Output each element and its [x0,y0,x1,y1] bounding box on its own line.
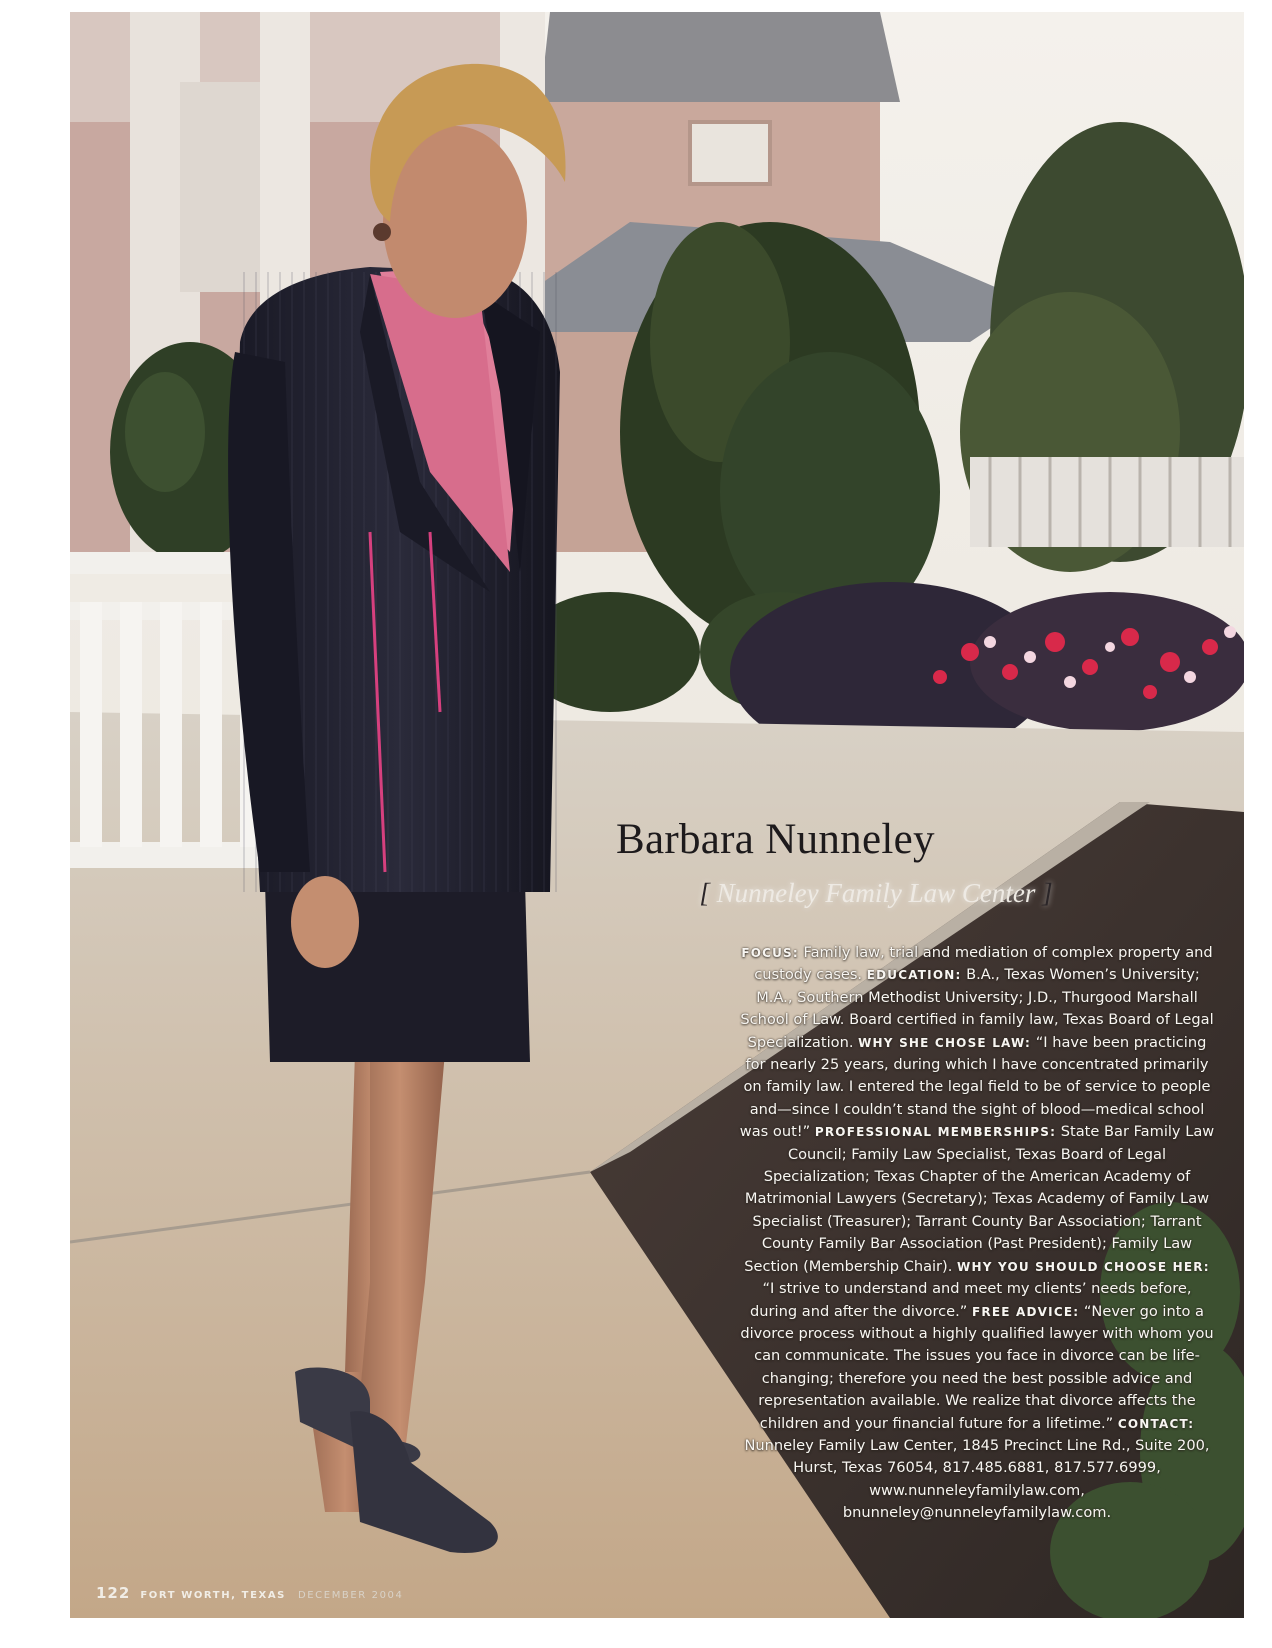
memberships-label: PROFESSIONAL MEMBERSHIPS: [814,1125,1057,1140]
page-number: 122 [96,1584,131,1602]
contact-label: CONTACT: [1117,1416,1195,1431]
why-choose-text: “I strive to understand and meet my clients’ needs before, during and after the divorce.” [750,1280,1192,1320]
education-label: EDUCATION: [866,968,962,983]
free-advice-text: “Never go into a divorce process without a highly qualified lawyer with whom you can communicate. The issues you face in divorce can be life-changing; therefore you need the best possible advice and representation available. We realize that divorce affects the children and your financial future for a lifetime.” [740,1302,1214,1432]
firm-name: Nunneley Family Law Center [716,878,1036,908]
right-bracket: ] [1035,878,1053,908]
focus-label: FOCUS: [741,946,799,960]
why-law-text: “I have been practicing for nearly 25 years, during which I have concentrated primarily on family law. I entered the legal field to be of service to people and—since I couldn’t stand the sight of blood—medical school was out!” [739,1033,1211,1141]
page-footer [96,1583,403,1602]
why-law-label: WHY SHE CHOSE LAW: [858,1035,1032,1050]
profile-name: Barbara Nunneley [616,816,935,863]
publication-name: FORT WORTH, TEXAS [140,1590,286,1601]
contact-text: Nunneley Family Law Center, 1845 Precinct Line Rd., Suite 200, Hurst, Texas 76054, 817.485.6881, 817.577.6999, www.nunneleyfamilylaw.com, bnunneley@nunneleyfamilylaw.com. [744,1436,1210,1522]
memberships-text: State Bar Family Law Council; Family Law Specialist, Texas Board of Legal Specialization; Texas Chapter of the American Academy of Matrimonial Lawyers (Secretary); Texas Academy of Family Law Specialist (Treasurer); Tarrant County Bar Association; Tarrant County Family Bar Association (Past President); Family Law Section (Membership Chair). [744,1123,1215,1275]
education-text: B.A., Texas Women’s University; M.A., Southern Methodist University; J.D., Thurgood Marshall School of Law. Board certified in family law, Texas Board of Legal Specialization. [740,966,1214,1051]
focus-text: Family law, trial and mediation of complex property and custody cases. [754,944,1213,984]
profile-text [738,942,1216,1525]
why-choose-label: WHY YOU SHOULD CHOOSE HER: [957,1259,1210,1274]
free-advice-label: FREE ADVICE: [972,1304,1080,1319]
left-bracket: [ [699,878,717,908]
issue-date: DECEMBER 2004 [297,1590,404,1601]
firm-name-line [656,878,1096,909]
